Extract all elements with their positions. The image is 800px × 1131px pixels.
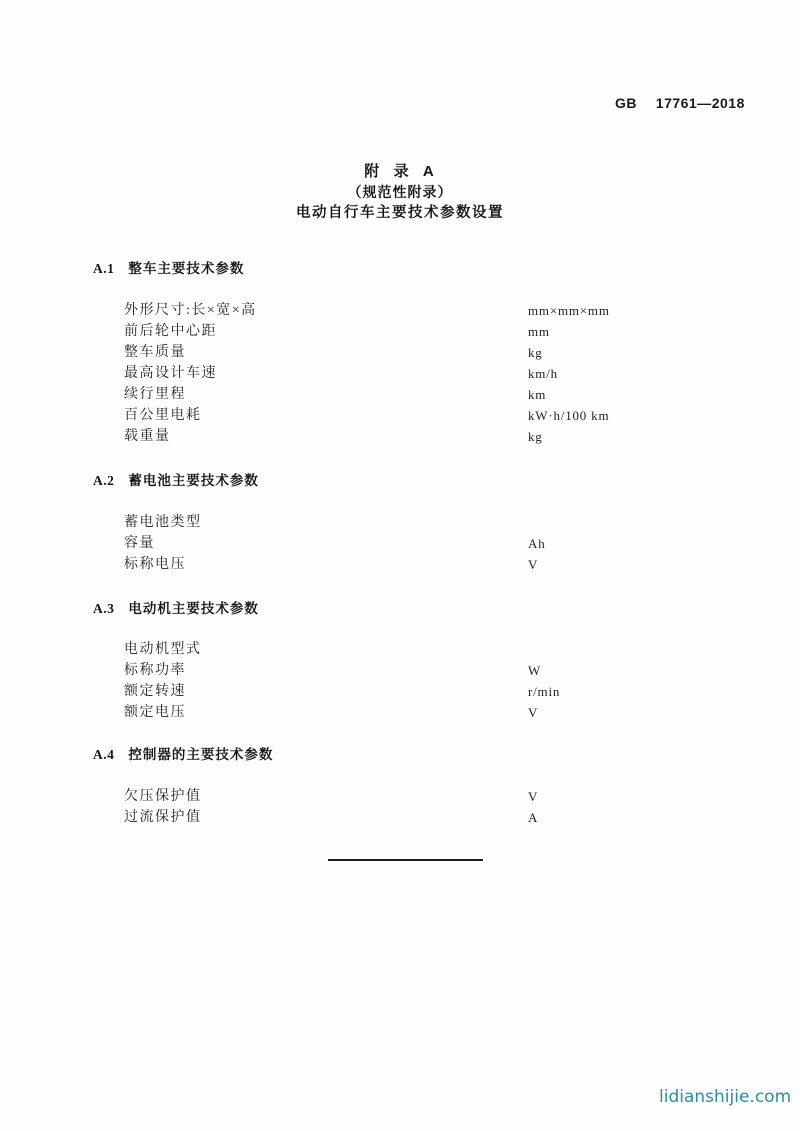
parameter-row xyxy=(0,807,800,828)
parameter-row xyxy=(0,321,800,342)
parameter-unit: V xyxy=(528,705,539,720)
parameter-label: 标称功率 xyxy=(124,663,186,678)
parameter-unit: Ah xyxy=(528,536,546,551)
section-number: A.3 xyxy=(93,601,115,616)
parameter-label: 容量 xyxy=(124,536,155,551)
parameter-label: 整车质量 xyxy=(124,345,186,360)
parameter-unit: kW·h/100 km xyxy=(528,408,610,423)
parameter-unit: mm×mm×mm xyxy=(528,303,610,318)
parameter-label: 前后轮中心距 xyxy=(124,324,217,339)
parameter-unit: kg xyxy=(528,429,543,444)
parameter-row xyxy=(0,363,800,384)
parameter-row xyxy=(0,554,800,575)
parameter-row xyxy=(0,300,800,321)
parameter-label: 过流保护值 xyxy=(124,810,202,825)
appendix-type: （规范性附录） xyxy=(347,184,453,200)
parameter-row xyxy=(0,512,800,533)
parameter-row xyxy=(0,702,800,723)
section-rows-a1 xyxy=(0,300,800,447)
parameter-unit: V xyxy=(528,789,539,804)
section-number: A.2 xyxy=(93,473,115,488)
parameter-unit: r/min xyxy=(528,684,561,699)
parameter-label: 电动机型式 xyxy=(124,642,202,657)
parameter-label: 蓄电池类型 xyxy=(124,515,202,530)
section-title: 电动机主要技术参数 xyxy=(128,601,259,616)
parameter-row xyxy=(0,342,800,363)
parameter-label: 额定电压 xyxy=(124,705,186,720)
parameter-row xyxy=(0,660,800,681)
parameter-label: 外形尺寸:长×宽×高 xyxy=(124,303,257,318)
parameter-label: 百公里电耗 xyxy=(124,408,202,423)
appendix-title: 附 录 A xyxy=(364,163,436,180)
parameter-row xyxy=(0,533,800,554)
parameter-row xyxy=(0,384,800,405)
parameter-unit: A xyxy=(528,810,539,825)
watermark-text: lidianshijie.com xyxy=(659,1087,792,1107)
parameter-row xyxy=(0,426,800,447)
parameter-unit: km xyxy=(528,387,547,402)
section-title: 控制器的主要技术参数 xyxy=(128,747,274,762)
parameter-row xyxy=(0,639,800,660)
parameter-unit: W xyxy=(528,663,542,678)
section-number: A.4 xyxy=(93,747,115,762)
parameter-label: 标称电压 xyxy=(124,557,186,572)
parameter-row xyxy=(0,681,800,702)
section-rows-a2 xyxy=(0,512,800,575)
section-number: A.1 xyxy=(93,261,115,276)
parameter-label: 续行里程 xyxy=(124,387,186,402)
section-rows-a3 xyxy=(0,639,800,723)
parameter-label: 最高设计车速 xyxy=(124,366,217,381)
parameter-row xyxy=(0,405,800,426)
parameter-unit: mm xyxy=(528,324,550,339)
section-title: 蓄电池主要技术参数 xyxy=(128,473,259,488)
parameter-label: 载重量 xyxy=(124,429,171,444)
section-heading-a2 xyxy=(93,472,259,489)
standard-number: GB 17761—2018 xyxy=(615,95,745,111)
appendix-title-block xyxy=(0,161,800,224)
appendix-subject: 电动自行车主要技术参数设置 xyxy=(296,205,504,221)
section-heading-a3 xyxy=(93,600,259,617)
parameter-unit: V xyxy=(528,557,539,572)
parameter-row xyxy=(0,786,800,807)
section-title: 整车主要技术参数 xyxy=(128,261,245,276)
parameter-unit: km/h xyxy=(528,366,558,381)
section-heading-a1 xyxy=(93,260,244,277)
parameter-label: 欠压保护值 xyxy=(124,789,202,804)
section-heading-a4 xyxy=(93,746,273,763)
parameter-label: 额定转速 xyxy=(124,684,186,699)
parameter-unit: kg xyxy=(528,345,543,360)
section-rows-a4 xyxy=(0,786,800,828)
end-of-document-rule xyxy=(328,859,483,861)
